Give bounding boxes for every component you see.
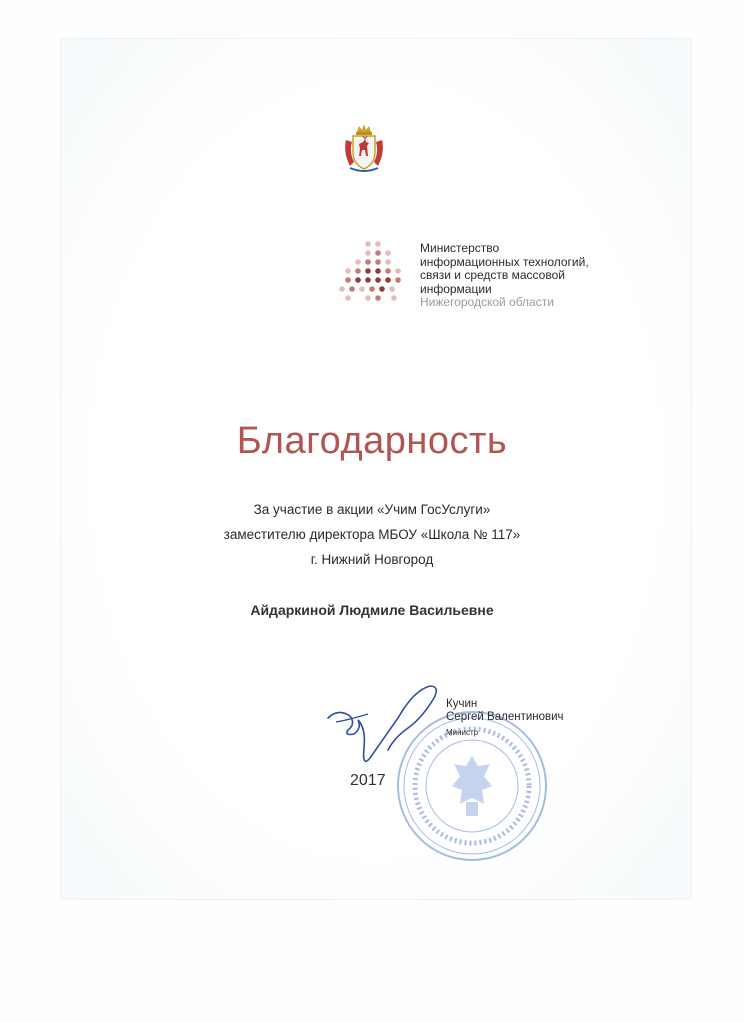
ministry-name-line-1: Министерство [420, 241, 500, 255]
signer-position: Министр [446, 728, 479, 737]
logo-dot [355, 277, 361, 283]
ministry-name-line-2: информационных технологий, [420, 254, 589, 269]
logo-dot [391, 295, 397, 301]
logo-dot [349, 286, 355, 292]
logo-dot [375, 277, 381, 283]
logo-dot [365, 268, 371, 274]
body-line-3: г. Нижний Новгород [310, 552, 434, 567]
logo-dot [345, 277, 351, 283]
signature [318, 678, 448, 778]
logo-dot [379, 286, 385, 292]
logo-dot [355, 268, 361, 274]
certificate-title: Благодарность [236, 420, 508, 462]
body-line-1: За участие в акции «Учим ГосУслуги» [253, 502, 491, 517]
logo-dot [365, 250, 371, 256]
logo-dot [389, 286, 395, 292]
recipient-name: Айдаркиной Людмиле Васильевне [250, 602, 494, 618]
signer-surname: Кучин [446, 698, 478, 710]
logo-dot [365, 277, 371, 283]
logo-dot [355, 259, 361, 265]
logo-dot [345, 268, 351, 274]
body-line-2: заместителю директора МБОУ «Школа № 117» [223, 527, 521, 542]
logo-dot [395, 268, 401, 274]
logo-dot [375, 295, 381, 301]
logo-dot [375, 268, 381, 274]
logo-dot [385, 250, 391, 256]
logo-dot [345, 295, 351, 301]
logo-dot [395, 277, 401, 283]
logo-dot [375, 250, 381, 256]
ministry-name-line-4: информации [420, 281, 492, 296]
logo-dot [385, 259, 391, 265]
ministry-name-line-3: связи и средств массовой [420, 268, 565, 282]
logo-dot [375, 241, 381, 247]
signer-block [446, 698, 564, 739]
logo-dot [385, 277, 391, 283]
logo-dot [375, 259, 381, 265]
logo-dot [385, 268, 391, 274]
ministry-region: Нижегородской области [420, 295, 554, 309]
logo-dot [365, 259, 371, 265]
logo-dot [339, 286, 345, 292]
logo-dot [369, 286, 375, 292]
logo-dot [359, 286, 365, 292]
coat-of-arms-icon [340, 122, 388, 174]
ministry-dot-logo-icon [338, 240, 406, 304]
signer-name: Сергей Валентинович [446, 711, 564, 723]
ministry-name-block [420, 242, 640, 310]
logo-dot [365, 241, 371, 247]
logo-dot [365, 295, 371, 301]
certificate-year: 2017 [350, 772, 386, 789]
